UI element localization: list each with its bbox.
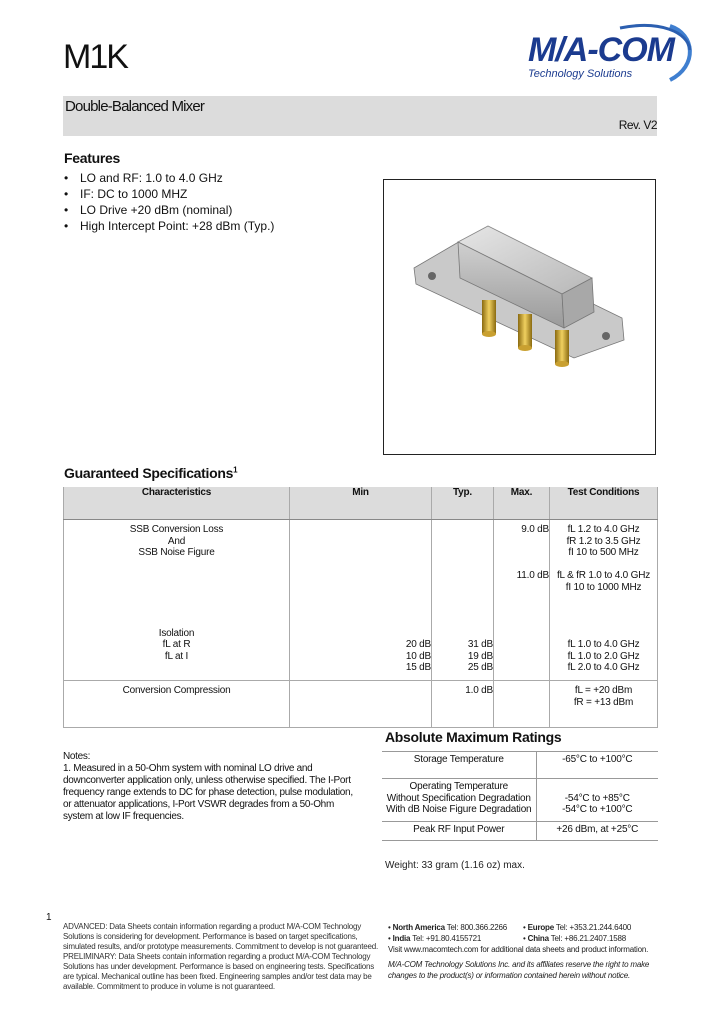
footnote-marker: 1 <box>233 465 238 475</box>
cell-line: 9.0 dB <box>521 524 549 535</box>
typ-cell <box>432 520 494 681</box>
cell-line <box>550 605 657 617</box>
cell-line <box>290 536 431 548</box>
column-header: Min <box>290 487 432 520</box>
cell-line: fL 1.0 to 4.0 GHz <box>567 639 640 650</box>
revision-label: Rev. V2 <box>618 118 657 132</box>
cell-line <box>537 781 659 793</box>
mixer-package-image <box>384 180 655 454</box>
cell-line <box>432 559 493 571</box>
cell-line <box>494 559 549 571</box>
cell-line <box>494 685 549 697</box>
contact-tel: Tel: +353.21.244.6400 <box>555 923 632 932</box>
footer-contacts <box>388 922 658 981</box>
contact-region: India <box>392 934 411 943</box>
feature-item: • IF: DC to 1000 MHZ <box>64 186 274 202</box>
cell-line <box>432 628 493 640</box>
weight-note: Weight: 33 gram (1.16 oz) max. <box>385 860 525 871</box>
cell-line: -65°C to +100°C <box>562 754 633 765</box>
cell-line: 10 dB <box>405 650 431 662</box>
contact-row <box>388 933 658 944</box>
product-image-frame <box>383 179 656 455</box>
cell-line: fI 10 to 500 MHz <box>568 547 639 558</box>
cell-line: 11.0 dB <box>516 570 549 581</box>
cell-line: fL = +20 dBm <box>574 685 633 696</box>
max-ratings-heading: Absolute Maximum Ratings <box>385 729 562 745</box>
contact-north-america: • North America Tel: 800.366.2266 <box>388 923 507 932</box>
cell-line <box>290 570 431 582</box>
rating-param <box>382 752 536 779</box>
visit-website-text: Visit www.macomtech.com for additional data sheets and product information. <box>388 945 649 954</box>
cell-line: Conversion Compression <box>122 685 231 696</box>
min-cell <box>290 681 432 728</box>
table-row <box>382 752 658 779</box>
cell-line: Peak RF Input Power <box>413 824 505 835</box>
cell-line <box>432 570 493 582</box>
rating-param <box>382 822 536 841</box>
table-row <box>64 681 658 728</box>
rating-value <box>536 822 658 841</box>
cell-line: fL at I <box>164 650 189 662</box>
table-row <box>382 822 658 841</box>
char-cell <box>64 681 290 728</box>
cell-line <box>432 524 493 536</box>
cell-line: 19 dB <box>467 650 493 662</box>
cell-line: -54°C to +100°C <box>562 804 633 815</box>
contact-region: North America <box>392 923 445 932</box>
cell-line: And <box>167 535 186 547</box>
contact-china: • China Tel: +86.21.2407.1588 <box>523 934 626 943</box>
cell-line: 31 dB <box>467 639 493 650</box>
cell-line <box>432 536 493 548</box>
cell-line: Without Specification Degradation <box>386 792 531 804</box>
cell-line <box>290 616 431 628</box>
cell-line <box>290 524 431 536</box>
cell-line <box>494 536 549 548</box>
cell-line <box>550 628 657 640</box>
rating-value <box>536 752 658 779</box>
cell-line <box>290 697 431 709</box>
cell-line <box>64 570 289 582</box>
cell-line: fL 2.0 to 4.0 GHz <box>567 662 640 673</box>
contact-india: • India Tel: +91.80.4155721 <box>388 934 482 943</box>
cell-line <box>64 605 289 617</box>
column-header: Typ. <box>432 487 494 520</box>
cell-line: 25 dB <box>467 662 493 673</box>
feature-item: • LO and RF: 1.0 to 4.0 GHz <box>64 170 274 186</box>
contact-region: China <box>527 934 549 943</box>
cell-line <box>432 547 493 559</box>
cell-line: -54°C to +85°C <box>564 792 630 804</box>
cell-line: Isolation <box>158 627 195 639</box>
char-cell <box>64 520 290 681</box>
condition-cell <box>550 520 658 681</box>
cell-line <box>494 605 549 617</box>
product-subtitle: Double-Balanced Mixer <box>65 98 205 115</box>
page-number: 1 <box>46 912 52 923</box>
cell-line <box>494 547 549 559</box>
cell-line <box>550 616 657 628</box>
cell-line <box>290 547 431 559</box>
part-number-title: M1K <box>63 38 127 76</box>
cell-line <box>432 582 493 594</box>
table-header-row <box>64 487 658 520</box>
cell-line <box>432 616 493 628</box>
cell-line <box>64 559 289 571</box>
table-row <box>382 779 658 822</box>
cell-line: fR = +13 dBm <box>573 696 634 708</box>
specifications-heading <box>64 465 237 481</box>
feature-item: • LO Drive +20 dBm (nominal) <box>64 202 274 218</box>
cell-line <box>432 593 493 605</box>
cell-line: With dB Noise Figure Degradation <box>386 804 532 815</box>
max-ratings-table <box>382 751 658 841</box>
footer-disclosure: ADVANCED: Data Sheets contain information regarding a product M/A-COM Technology Solutions is considering for development. Performance is based on target specifications, simulated results, and/or prototype measurements. Commitment to develop is not guaranteed. PRELIMINARY: Data Sheets contain information regarding a product M/A-COM Technology Solutions has under development. Performance is based on engineering tests. Specifications are typical. Mechanical outline has been fixed. Engineering samples and/or test data may be available. Commitment to produce in volume is not guaranteed. <box>63 922 379 991</box>
cell-line <box>290 685 431 697</box>
cell-line <box>494 582 549 594</box>
cell-line <box>290 628 431 640</box>
cell-line <box>494 639 549 651</box>
specifications-table <box>63 487 658 728</box>
cell-line <box>494 593 549 605</box>
max-cell <box>494 520 550 681</box>
contact-europe: • Europe Tel: +353.21.244.6400 <box>523 923 632 932</box>
cell-line <box>290 559 431 571</box>
specifications-heading-text: Guaranteed Specifications <box>64 465 234 481</box>
max-cell <box>494 681 550 728</box>
notes-title: Notes: <box>63 751 91 762</box>
condition-cell <box>550 681 658 728</box>
cell-line <box>494 651 549 663</box>
cell-line: Storage Temperature <box>413 754 504 765</box>
rating-value <box>536 779 658 822</box>
cell-line <box>290 605 431 617</box>
cell-line: Operating Temperature <box>409 781 508 792</box>
cell-line <box>64 582 289 594</box>
features-heading: Features <box>64 150 120 166</box>
min-cell <box>290 520 432 681</box>
cell-line <box>64 697 289 709</box>
cell-line: fL & fR 1.0 to 4.0 GHz <box>556 570 651 581</box>
cell-line: 1.0 dB <box>465 685 493 696</box>
cell-line: fR 1.2 to 3.5 GHz <box>566 535 641 547</box>
contact-tel: Tel: +86.21.2407.1588 <box>550 934 626 943</box>
cell-line <box>494 616 549 628</box>
typ-cell <box>432 681 494 728</box>
cell-line: SSB Noise Figure <box>138 547 215 558</box>
feature-item: • High Intercept Point: +28 dBm (Typ.) <box>64 218 274 234</box>
cell-line: +26 dBm, at +25°C <box>556 824 639 835</box>
notes-block <box>63 751 353 823</box>
contact-row <box>388 922 658 933</box>
features-list <box>64 170 274 234</box>
column-header: Test Conditions <box>550 487 658 520</box>
cell-line <box>432 605 493 617</box>
logo-brand: M/A-COM <box>528 31 674 69</box>
cell-line <box>494 697 549 709</box>
contact-region: Europe <box>527 923 554 932</box>
cell-line <box>494 662 549 674</box>
contact-tel: Tel: +91.80.4155721 <box>412 934 482 943</box>
cell-line: 15 dB <box>405 662 431 673</box>
cell-line <box>494 628 549 640</box>
cell-line: 20 dB <box>405 639 431 650</box>
cell-line <box>550 593 657 605</box>
cell-line: SSB Conversion Loss <box>129 524 224 535</box>
cell-line: fI 10 to 1000 MHz <box>565 581 642 593</box>
cell-line <box>290 593 431 605</box>
column-header: Characteristics <box>64 487 290 520</box>
cell-line: fL 1.2 to 4.0 GHz <box>567 524 640 535</box>
column-header: Max. <box>494 487 550 520</box>
cell-line <box>64 662 289 674</box>
cell-line <box>432 697 493 709</box>
cell-line: fL 1.0 to 2.0 GHz <box>567 650 640 662</box>
cell-line <box>290 582 431 594</box>
contact-tel: Tel: 800.366.2266 <box>446 923 507 932</box>
cell-line <box>64 593 289 605</box>
rating-param <box>382 779 536 822</box>
table-row <box>64 520 658 681</box>
cell-line <box>64 616 289 628</box>
notes-text: 1. Measured in a 50-Ohm system with nominal LO drive and downconverter application only, unless otherwise specified. The I-Port frequency range extends to DC for phase detection, pulse modulation, or attenuator applications, I-Port VSWR degrades from a 50-Ohm system at low IF frequencies. <box>63 763 353 822</box>
logo-tagline: Technology Solutions <box>528 68 633 80</box>
cell-line <box>550 559 657 571</box>
cell-line: fL at R <box>162 639 191 650</box>
footer-disclaimer: M/A-COM Technology Solutions Inc. and its affiliates reserve the right to make changes to the product(s) or information contained herein without notice. <box>388 960 650 980</box>
